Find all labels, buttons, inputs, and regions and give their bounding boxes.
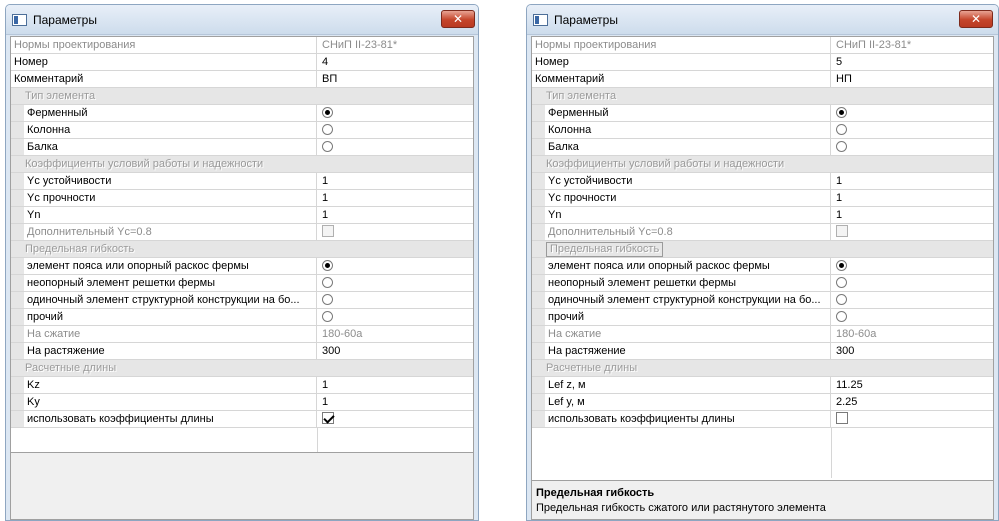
property-row[interactable]	[11, 394, 473, 411]
property-row[interactable]	[532, 122, 993, 139]
checkbox-cell[interactable]	[318, 411, 473, 428]
group-indent	[532, 411, 545, 427]
group-indent	[11, 411, 24, 427]
property-value[interactable]: СНиП II-23-81*	[322, 39, 398, 51]
property-label: Нормы проектирования	[11, 37, 317, 54]
description-panel	[11, 452, 473, 519]
property-label: Yc прочности	[545, 190, 831, 207]
checkbox-unchecked[interactable]	[836, 412, 848, 424]
property-row[interactable]	[532, 326, 993, 343]
property-label: Ферменный	[24, 105, 317, 122]
radio-selected[interactable]	[836, 260, 847, 271]
property-label: Yn	[545, 207, 831, 224]
property-row[interactable]	[532, 343, 993, 360]
radio-cell[interactable]	[318, 122, 473, 139]
property-value[interactable]: 1	[836, 209, 843, 221]
group-indent	[11, 326, 24, 342]
property-row[interactable]	[532, 139, 993, 156]
category-label	[532, 241, 663, 258]
window-title: Параметры	[554, 13, 618, 27]
property-label: Yc устойчивости	[545, 173, 831, 190]
property-row[interactable]	[11, 224, 473, 241]
category-label	[532, 360, 637, 377]
group-indent	[11, 173, 24, 189]
group-indent	[11, 207, 24, 223]
property-value[interactable]: 1	[322, 175, 329, 187]
property-row[interactable]	[532, 377, 993, 394]
checkbox-cell[interactable]	[318, 224, 473, 241]
category-text: Коэффициенты условий работы и надежности	[25, 158, 264, 170]
property-label: Комментарий	[11, 71, 317, 88]
property-label: использовать коэффициенты длины	[545, 411, 831, 428]
property-row[interactable]	[532, 275, 993, 292]
category-text: Расчетные длины	[546, 362, 638, 374]
group-indent	[11, 275, 24, 291]
radio-cell[interactable]	[832, 122, 993, 139]
property-label: неопорный элемент решетки фермы	[24, 275, 317, 292]
property-row[interactable]	[532, 190, 993, 207]
property-label: элемент пояса или опорный раскос фермы	[24, 258, 317, 275]
group-indent	[532, 326, 545, 342]
property-label: элемент пояса или опорный раскос фермы	[545, 258, 831, 275]
group-indent	[11, 343, 24, 359]
property-value[interactable]: 180-60a	[322, 328, 363, 340]
property-label: прочий	[24, 309, 317, 326]
property-label: Дополнительный Yc=0.8	[545, 224, 831, 241]
property-value[interactable]: НП	[836, 73, 852, 85]
category-text: Предельная гибкость	[546, 242, 663, 257]
group-indent	[532, 343, 545, 359]
radio-cell[interactable]	[318, 292, 473, 309]
property-row[interactable]	[11, 105, 473, 122]
radio-unselected[interactable]	[836, 124, 847, 135]
property-row[interactable]	[11, 411, 473, 428]
property-label: Yn	[24, 207, 317, 224]
radio-cell[interactable]	[832, 292, 993, 309]
column-divider	[831, 428, 832, 478]
radio-unselected[interactable]	[322, 141, 333, 152]
property-label: одиночный элемент структурной конструкции на бо...	[545, 292, 831, 309]
group-indent	[11, 292, 24, 308]
property-value[interactable]: 1	[322, 192, 329, 204]
property-row[interactable]	[532, 71, 993, 88]
property-value[interactable]: 300	[322, 345, 341, 357]
property-label: Lef y, м	[545, 394, 831, 411]
category-text: Тип элемента	[25, 90, 96, 102]
property-row[interactable]	[11, 139, 473, 156]
property-label: Yc устойчивости	[24, 173, 317, 190]
property-value[interactable]: 1	[322, 209, 329, 221]
category-text: Расчетные длины	[25, 362, 117, 374]
radio-cell[interactable]	[318, 275, 473, 292]
property-label: На сжатие	[24, 326, 317, 343]
property-value[interactable]: 4	[322, 56, 329, 68]
property-row[interactable]	[11, 71, 473, 88]
property-row[interactable]	[11, 37, 473, 54]
property-value[interactable]: 180-60a	[836, 328, 877, 340]
radio-cell[interactable]	[832, 275, 993, 292]
description-text: Предельная гибкость сжатого или растянутого элемента	[536, 502, 826, 514]
checkbox-cell[interactable]	[832, 411, 993, 428]
radio-unselected[interactable]	[322, 294, 333, 305]
group-indent	[532, 139, 545, 155]
group-indent	[532, 224, 545, 240]
group-indent	[532, 122, 545, 138]
group-indent	[11, 122, 24, 138]
window-title: Параметры	[33, 13, 97, 27]
property-row[interactable]	[11, 377, 473, 394]
property-row[interactable]	[532, 173, 993, 190]
titlebar[interactable]	[6, 5, 478, 35]
category-label	[11, 156, 263, 173]
property-label: Yc прочности	[24, 190, 317, 207]
category-text: Тип элемента	[546, 90, 617, 102]
group-indent	[11, 258, 24, 274]
property-label: Нормы проектирования	[532, 37, 831, 54]
property-row[interactable]	[11, 309, 473, 326]
group-indent	[532, 173, 545, 189]
titlebar[interactable]	[527, 5, 998, 35]
property-value[interactable]: 1	[322, 396, 329, 408]
checkbox-unchecked[interactable]	[322, 225, 334, 237]
category-header	[532, 88, 993, 105]
property-label: Колонна	[545, 122, 831, 139]
radio-unselected[interactable]	[836, 141, 847, 152]
group-indent	[11, 105, 24, 121]
property-row[interactable]	[11, 292, 473, 309]
category-label	[11, 241, 134, 258]
property-label: использовать коэффициенты длины	[24, 411, 317, 428]
description-panel	[532, 480, 993, 519]
category-header	[11, 156, 473, 173]
property-grid-container	[10, 36, 474, 520]
radio-cell[interactable]	[832, 309, 993, 326]
property-value[interactable]: 2.25	[836, 396, 858, 408]
property-row[interactable]	[11, 258, 473, 275]
property-label: Ферменный	[545, 105, 831, 122]
radio-unselected[interactable]	[322, 277, 333, 288]
property-row[interactable]	[532, 105, 993, 122]
category-header	[532, 241, 993, 258]
group-indent	[532, 309, 545, 325]
property-grid-container	[531, 36, 994, 520]
property-row[interactable]	[11, 122, 473, 139]
property-label: Номер	[532, 54, 831, 71]
radio-selected[interactable]	[836, 107, 847, 118]
property-value[interactable]: 5	[836, 56, 843, 68]
group-indent	[532, 190, 545, 206]
property-label: Колонна	[24, 122, 317, 139]
parameters-window-left	[5, 4, 479, 521]
property-row[interactable]	[532, 54, 993, 71]
group-indent	[532, 377, 545, 393]
property-grid	[532, 37, 993, 428]
property-row[interactable]	[532, 37, 993, 54]
checkbox-cell[interactable]	[832, 224, 993, 241]
radio-selected[interactable]	[322, 260, 333, 271]
group-indent	[11, 309, 24, 325]
radio-cell[interactable]	[832, 139, 993, 156]
group-indent	[532, 105, 545, 121]
group-indent	[532, 207, 545, 223]
property-row[interactable]	[11, 190, 473, 207]
category-label	[532, 88, 616, 105]
property-row[interactable]	[532, 207, 993, 224]
category-label	[532, 156, 784, 173]
radio-unselected[interactable]	[836, 294, 847, 305]
window-icon	[533, 14, 548, 26]
property-row[interactable]	[11, 54, 473, 71]
category-header	[532, 360, 993, 377]
property-row[interactable]	[11, 326, 473, 343]
property-value[interactable]: 1	[836, 175, 843, 187]
group-indent	[532, 292, 545, 308]
radio-cell[interactable]	[318, 139, 473, 156]
property-row[interactable]	[532, 394, 993, 411]
property-grid	[11, 37, 473, 428]
checkbox-checked[interactable]	[322, 412, 334, 424]
group-indent	[11, 190, 24, 206]
radio-unselected[interactable]	[322, 124, 333, 135]
radio-cell[interactable]	[832, 258, 993, 275]
property-label: неопорный элемент решетки фермы	[545, 275, 831, 292]
group-indent	[532, 275, 545, 291]
radio-selected[interactable]	[322, 107, 333, 118]
property-value[interactable]: 11.25	[836, 379, 863, 391]
property-label: Дополнительный Yc=0.8	[24, 224, 317, 241]
property-row[interactable]	[532, 258, 993, 275]
radio-cell[interactable]	[318, 309, 473, 326]
category-header	[11, 88, 473, 105]
property-row[interactable]	[532, 309, 993, 326]
group-indent	[11, 394, 24, 410]
property-row[interactable]	[11, 207, 473, 224]
property-label: На растяжение	[545, 343, 831, 360]
property-row[interactable]	[11, 343, 473, 360]
property-label: Балка	[545, 139, 831, 156]
property-label: Kz	[24, 377, 317, 394]
group-indent	[11, 224, 24, 240]
property-row[interactable]	[11, 275, 473, 292]
group-indent	[11, 377, 24, 393]
close-button[interactable]: ✕	[959, 10, 993, 28]
radio-unselected[interactable]	[836, 277, 847, 288]
group-indent	[532, 394, 545, 410]
category-header	[11, 360, 473, 377]
property-row[interactable]	[532, 292, 993, 309]
category-label	[11, 360, 116, 377]
close-button[interactable]: ✕	[441, 10, 475, 28]
checkbox-unchecked[interactable]	[836, 225, 848, 237]
window-icon	[12, 14, 27, 26]
description-title: Предельная гибкость	[536, 487, 655, 499]
group-indent	[11, 139, 24, 155]
property-label: прочий	[545, 309, 831, 326]
category-label	[11, 88, 95, 105]
property-value[interactable]: 1	[836, 192, 843, 204]
property-label: Комментарий	[532, 71, 831, 88]
property-label: Номер	[11, 54, 317, 71]
radio-cell[interactable]	[318, 258, 473, 275]
radio-cell[interactable]	[318, 105, 473, 122]
category-header	[11, 241, 473, 258]
empty-grid-area	[532, 428, 993, 478]
property-row[interactable]	[532, 411, 993, 428]
radio-unselected[interactable]	[836, 311, 847, 322]
property-label: Lef z, м	[545, 377, 831, 394]
category-header	[532, 156, 993, 173]
property-row[interactable]	[532, 224, 993, 241]
property-label: На сжатие	[545, 326, 831, 343]
category-text: Коэффициенты условий работы и надежности	[546, 158, 785, 170]
category-text: Предельная гибкость	[25, 243, 135, 255]
property-value[interactable]: СНиП II-23-81*	[836, 39, 912, 51]
property-row[interactable]	[11, 173, 473, 190]
property-label: На растяжение	[24, 343, 317, 360]
property-label: Ky	[24, 394, 317, 411]
property-label: Балка	[24, 139, 317, 156]
radio-cell[interactable]	[832, 105, 993, 122]
property-label: одиночный элемент структурной конструкции на бо...	[24, 292, 317, 309]
property-value[interactable]: 300	[836, 345, 855, 357]
property-value[interactable]: ВП	[322, 73, 338, 85]
property-value[interactable]: 1	[322, 379, 329, 391]
parameters-window-right	[526, 4, 999, 521]
group-indent	[532, 258, 545, 274]
radio-unselected[interactable]	[322, 311, 333, 322]
